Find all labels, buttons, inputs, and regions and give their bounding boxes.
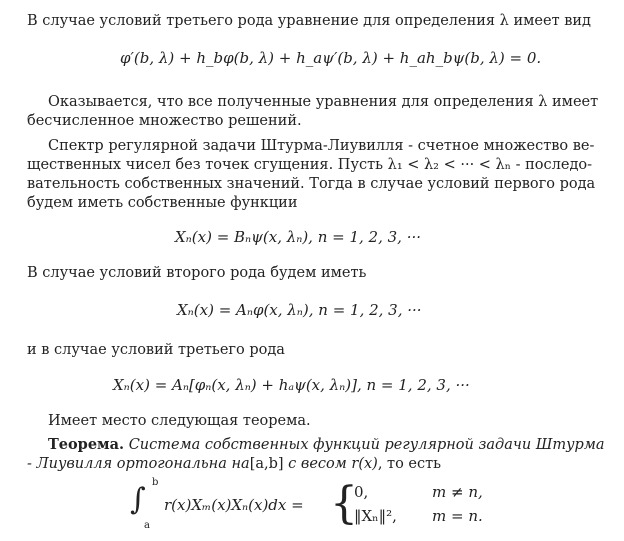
- equation-first-kind: Xₙ(x) = Bₙψ(x, λₙ), n = 1, 2, 3, ···: [175, 228, 422, 246]
- theorem-line: [48, 435, 604, 455]
- integral-body: r(x)Xₘ(x)Xₙ(x)dx =: [164, 496, 304, 514]
- theorem-weight: r(x): [351, 456, 378, 472]
- theorem-text: , то есть: [377, 456, 442, 472]
- theorem-text: с весом: [288, 456, 347, 472]
- integral-sign: ∫: [130, 482, 146, 517]
- equation-third-kind-functions: Xₙ(x) = Aₙ[φₙ(x, λₙ) + hₐψ(x, λₙ)], n = 1, 2, 3, ···: [113, 376, 470, 394]
- text-line: и в случае условий третьего рода: [27, 342, 285, 358]
- case2-value: ‖Xₙ‖²,: [354, 507, 397, 525]
- text-line: Оказывается, что все полученные уравнения для определения λ имеет: [48, 94, 599, 110]
- case1-condition: m ≠ n,: [432, 483, 483, 501]
- theorem-line: [27, 455, 441, 474]
- text-line: вательность собственных значений. Тогда в случае условий первого рода: [27, 176, 596, 192]
- integral-upper-limit: b: [152, 477, 159, 488]
- case2-condition: m = n.: [432, 507, 483, 525]
- text-line: щественных чисел без точек сгущения. Пусть λ₁ < λ₂ < ··· < λₙ - последо-: [27, 157, 593, 173]
- theorem-label: Теорема.: [48, 436, 125, 453]
- integral-lower-limit: a: [144, 520, 150, 531]
- case1-value: 0,: [354, 483, 369, 501]
- theorem-text: Система собственных функций регулярной задачи Штурма: [128, 437, 605, 453]
- text-line: В случае условий второго рода будем иметь: [27, 265, 367, 281]
- text-line: будем иметь собственные функции: [27, 195, 298, 211]
- text-line: Спектр регулярной задачи Штурма-Лиувилля - счетное множество ве-: [48, 138, 595, 154]
- text-line: бесчисленное множество решений.: [27, 113, 302, 129]
- theorem-text: - Лиувилля ортогональна на: [27, 456, 250, 472]
- text-line: Имеет место следующая теорема.: [48, 413, 311, 429]
- equation-second-kind: Xₙ(x) = Aₙφ(x, λₙ), n = 1, 2, 3, ···: [177, 301, 422, 319]
- equation-third-kind: φ′(b, λ) + h_bφ(b, λ) + h_aψ′(b, λ) + h_ah_bψ(b, λ) = 0.: [120, 49, 542, 67]
- cases-brace: {: [330, 478, 358, 529]
- text-line: В случае условий третьего рода уравнение для определения λ имеет вид: [27, 13, 591, 29]
- theorem-interval: [a,b]: [249, 456, 284, 472]
